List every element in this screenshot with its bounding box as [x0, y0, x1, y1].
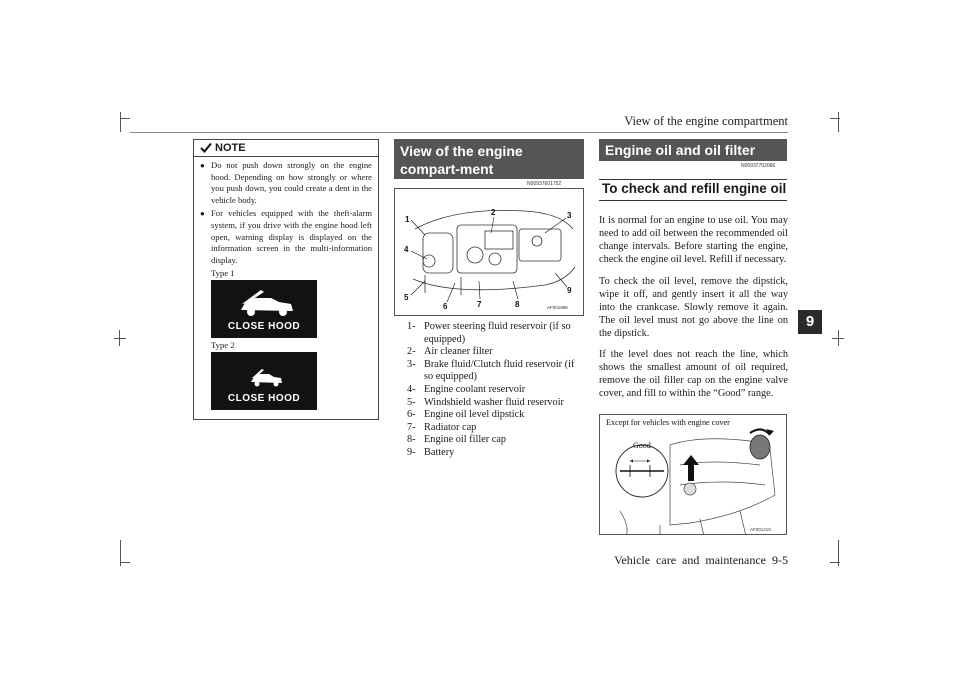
type1-label: Type 1: [211, 268, 235, 279]
section-heading: Engine oil and oil filter: [599, 139, 787, 161]
callout-7: 7: [477, 300, 482, 309]
paragraph: To check the oil level, remove the dipstick, wipe it off, and gently insert it all the way into the crankcase. Slowly remove it again. The oil level must not go above the line on the dipstick.: [599, 276, 788, 339]
list-item: 9- Battery: [407, 446, 455, 458]
parts-list: [407, 321, 585, 460]
header-rule: [130, 132, 788, 133]
list-item: 6- Engine oil level dipstick: [407, 409, 525, 421]
section-code: N00937702066: [741, 163, 776, 169]
figure-code: AF001210: [750, 527, 771, 532]
callout-1: 1: [405, 215, 410, 224]
callout-3: 3: [567, 211, 572, 220]
figure-caption: Except for vehicles with engine cover: [606, 418, 730, 427]
crop-mark: [838, 330, 839, 346]
section-code: N00937601752: [527, 181, 562, 187]
paragraph: If the level does not reach the line, which shows the smallest amount of oil required, remove the oil filler cap on the engine valve cover, and fill to within the “Good” range.: [599, 349, 788, 399]
crop-mark: [830, 562, 840, 563]
list-item: 2- Air cleaner filter: [407, 346, 493, 358]
figure-code: AF001986: [547, 305, 568, 310]
callout-5: 5: [404, 293, 409, 302]
close-hood-display-type2: [211, 352, 317, 410]
callout-6: 6: [443, 302, 448, 311]
note-item: ● For vehicles equipped with the theft-alarm system, if you drive with the engine hood left open, warning display is displayed on the information screen in the multi-information display.: [200, 208, 372, 266]
list-item: 8- Engine oil filler cap: [407, 434, 507, 446]
subsection-heading: To check and refill engine oil: [599, 179, 787, 201]
note-header: [194, 140, 378, 157]
crop-mark: [120, 112, 121, 132]
engine-compartment-figure: [394, 188, 584, 316]
callout-8: 8: [515, 300, 520, 309]
running-header: View of the engine compartment: [624, 114, 788, 128]
note-box: [193, 139, 379, 420]
close-hood-display-type1: [211, 280, 317, 338]
callout-4: 4: [404, 245, 409, 254]
list-item: 3- Brake fluid/Clutch fluid reservoir (if so equipped): [407, 358, 575, 383]
list-item: 4- Engine coolant reservoir: [407, 383, 526, 395]
list-item: 1- Power steering fluid reservoir (if so equipped): [407, 321, 571, 345]
oil-check-figure: [599, 414, 787, 535]
checkmark-icon: [200, 142, 212, 154]
note-list: [194, 157, 378, 266]
engine-compartment-illustration: [395, 189, 584, 316]
crop-mark: [119, 330, 120, 346]
chapter-tab: 9: [798, 310, 822, 334]
crop-mark: [830, 118, 840, 119]
running-footer: [560, 553, 788, 568]
note-item: ● Do not push down strongly on the engine hood. Depending on how strongly or where you push down, you could create a dent in the vehicle body.: [200, 160, 372, 206]
crop-mark: [114, 338, 126, 339]
callout-9: 9: [567, 286, 572, 295]
section-heading: View of the engine compart-ment: [394, 139, 584, 179]
display-caption: CLOSE HOOD: [227, 321, 301, 333]
car-hood-open-icon: [211, 284, 317, 324]
type2-label: Type 2: [211, 340, 235, 351]
list-item: 5- Windshield washer fluid reservoir: [407, 396, 564, 408]
display-caption: CLOSE HOOD: [227, 393, 301, 405]
footer-section: Vehicle care and maintenance: [614, 553, 766, 567]
page-number: 9-5: [772, 553, 788, 567]
good-label: Good: [633, 441, 651, 450]
crop-mark: [120, 562, 130, 563]
crop-mark: [120, 118, 130, 119]
callout-2: 2: [491, 208, 496, 217]
paragraph: It is normal for an engine to use oil. You may need to add oil between the recommended oil change intervals. Before starting the engine, check the engine oil level. Refill if necessary.: [599, 215, 788, 265]
oil-dipstick-illustration: [600, 415, 787, 535]
car-hood-open-icon: [211, 356, 317, 396]
note-label: NOTE: [215, 142, 246, 154]
crop-mark: [838, 112, 839, 132]
list-item: 7- Radiator cap: [407, 421, 477, 433]
